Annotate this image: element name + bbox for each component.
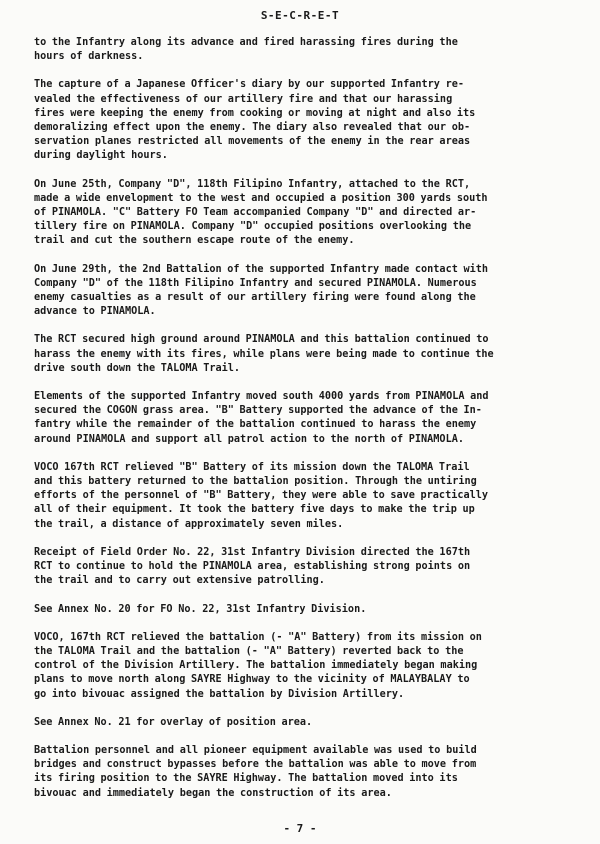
paragraph-10: VOCO, 167th RCT relieved the battalion (- "A" Battery) from its mission on the TALOMA Trail and the battalion (- "A" Battery) reverted back to the control of the Division Artillery. The battalion immediately began making plans to move north along SAYRE Highway to the vicinity of MALAYBALAY to go into bivouac assigned the battalion by Division Artillery.	[34, 631, 482, 700]
paragraph-2: The capture of a Japanese Officer's diary by our supported Infantry re- vealed the effectiveness of our artillery fire and that our harassing fires were keeping the enemy from cooking or moving at night and also its demoralizing effect upon the enemy. The diary also revealed that our ob- servation planes restricted all movements of the enemy in the rear areas during daylight hours.	[34, 79, 476, 162]
classification-header: S-E-C-R-E-T	[260, 9, 340, 22]
paragraph-1: to the Infantry along its advance and fired harassing fires during the hours of darkness.	[34, 37, 458, 63]
paragraph-3: On June 25th, Company "D", 118th Filipino Infantry, attached to the RCT, made a wide envelopment to the west and occupied a position 300 yards south of PINAMOLA. "C" Battery FO Team accompanied Company "D" and directed ar- tillery fire on PINAMOLA. Company "D" occupied positions overlooking the trail and cut the southern escape route of the enemy.	[34, 178, 488, 247]
paragraph-12: Battalion personnel and all pioneer equipment available was used to build bridges and construct bypasses before the battalion was able to move from its firing position to the SAYRE Highway. The battalion moved into its bivouac and immediately began the construction of its area.	[34, 744, 477, 799]
document-body	[34, 36, 580, 815]
paragraph-5: The RCT secured high ground around PINAMOLA and this battalion continued to harass the enemy with its fires, while plans were being made to continue the drive south down the TALOMA Trail.	[34, 334, 494, 374]
paragraph-6: Elements of the supported Infantry moved south 4000 yards from PINAMOLA and secured the COGON grass area. "B" Battery supported the advance of the In- fantry while the remainder of the battalion continued to harass the enemy around PINAMOLA and support all patrol action to the north of PINAMOLA.	[34, 391, 489, 445]
paragraph-9: See Annex No. 20 for FO No. 22, 31st Infantry Division.	[34, 603, 367, 615]
page-number: - 7 -	[283, 822, 317, 835]
paragraph-8: Receipt of Field Order No. 22, 31st Infantry Division directed the 167th RCT to continue to hold the PINAMOLA area, establishing strong points on the trail and to carry out extensive patrolling.	[34, 546, 471, 587]
paragraph-7: VOCO 167th RCT relieved "B" Battery of its mission down the TALOMA Trail and this battery returned to the battalion position. Through the untiring efforts of the personnel of "B" Battery, they were able to save practically all of their equipment. It took the battery five days to make the trip up the trail, a distance of approximately seven miles.	[34, 461, 489, 530]
paragraph-4: On June 29th, the 2nd Battalion of the supported Infantry made contact with Company "D" of the 118th Filipino Infantry and secured PINAMOLA. Numerous enemy casualties as a result of our artillery firing were found along the advance to PINAMOLA.	[34, 263, 489, 318]
paragraph-11: See Annex No. 21 for overlay of position area.	[34, 716, 313, 728]
